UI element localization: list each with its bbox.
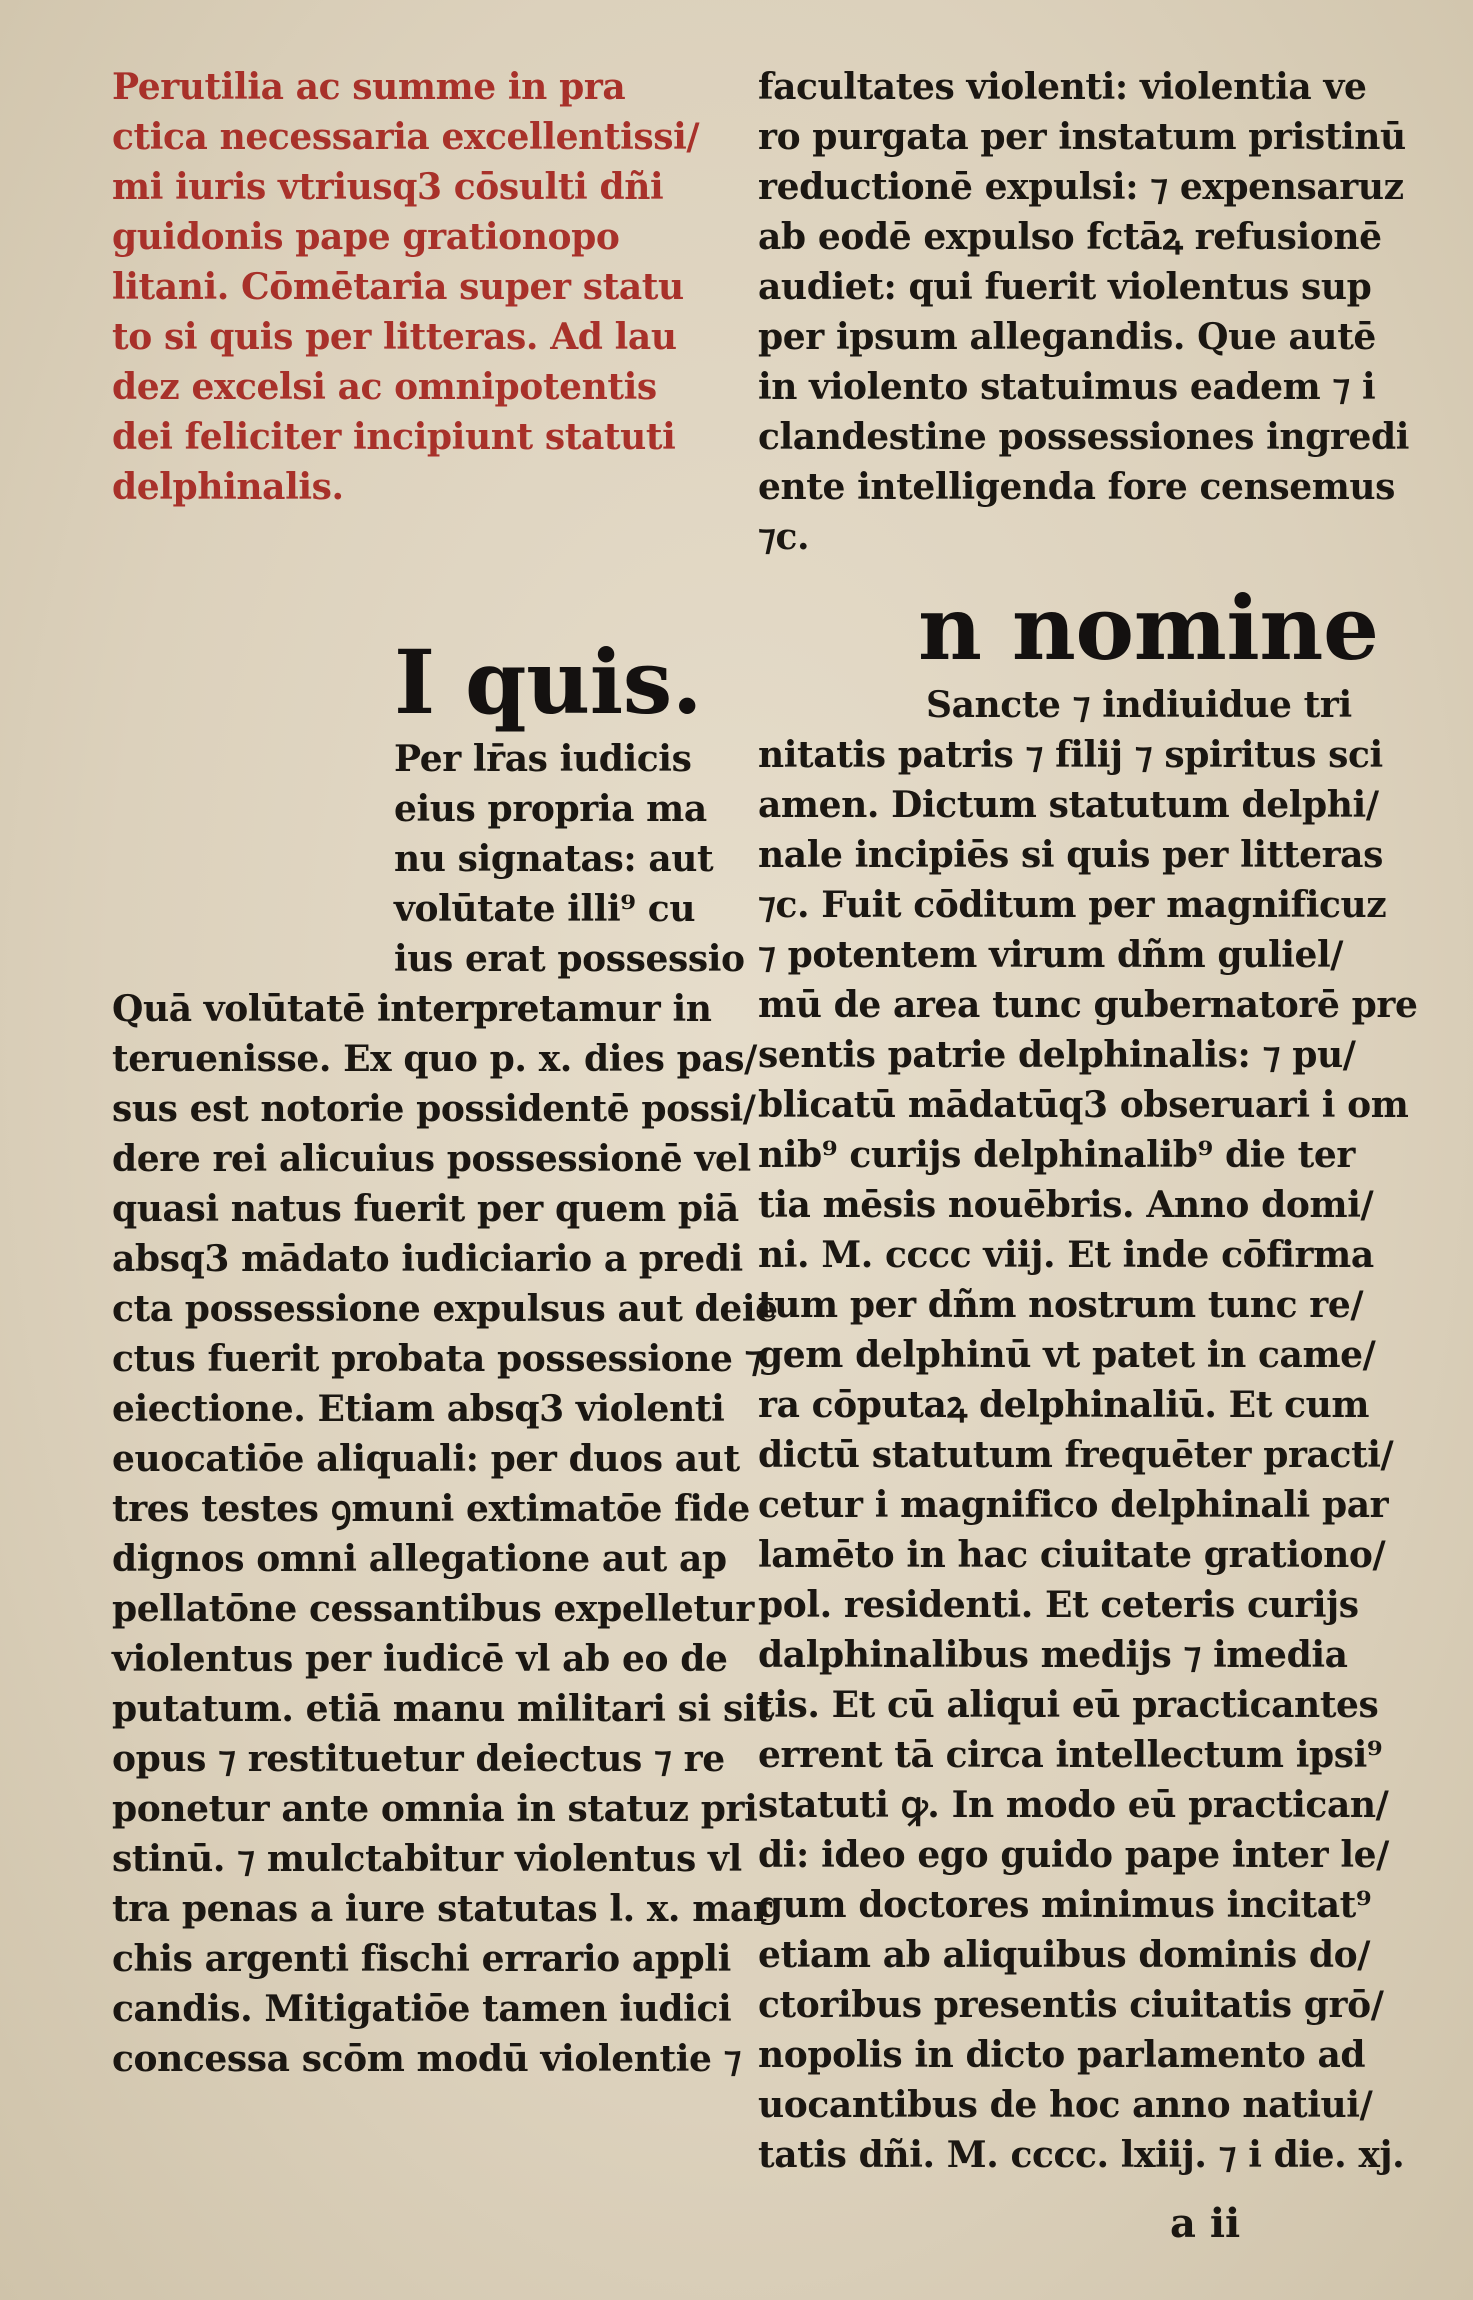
rubric-line: dei feliciter incipiunt statuti — [112, 416, 676, 458]
text-line: pellatōne cessantibus expelletur — [112, 1588, 754, 1630]
text-line: euocatiōe aliquali: per duos aut — [112, 1438, 740, 1480]
text-line: uocantibus de hoc anno natiui/ — [758, 2084, 1373, 2126]
text-line: opus ⁊ restituetur deiectus ⁊ re — [112, 1738, 725, 1780]
text-line: in violento statuimus eadem ⁊ i — [758, 366, 1376, 408]
text-line: tum per dñm nostrum tunc re/ — [758, 1284, 1364, 1326]
text-line: ctoribus presentis ciuitatis grō/ — [758, 1984, 1384, 2026]
text-line: ra cōputaꝝ delphinaliū. Et cum — [758, 1384, 1370, 1426]
text-line: candis. Mitigatiōe tamen iudici — [112, 1988, 732, 2030]
text-line: tis. Et cū aliqui eū practicantes — [758, 1684, 1379, 1726]
text-line: nib⁹ curijs delphinalib⁹ die ter — [758, 1134, 1355, 1176]
rubric-line: Perutilia ac summe in pra — [112, 66, 626, 108]
text-line: statuti ꝙ. In modo eū practican/ — [758, 1784, 1389, 1826]
text-line: nitatis patris ⁊ filij ⁊ spiritus sci — [758, 734, 1383, 776]
text-line: quasi natus fuerit per quem piā — [112, 1188, 739, 1230]
text-line: blicatū mādatūq3 obseruari i om — [758, 1084, 1409, 1126]
left-body-text — [112, 984, 778, 2084]
right-top-text — [758, 62, 1410, 562]
rubric-line: ctica necessaria excellentissi/ — [112, 116, 700, 158]
rubric-line: guidonis pape grationopo — [112, 216, 620, 258]
text-line: clandestine possessiones ingredi — [758, 416, 1410, 458]
rubric-line: to si quis per litteras. Ad lau — [112, 316, 677, 358]
text-line: ponetur ante omnia in statuz pri — [112, 1788, 758, 1830]
text-line: pol. residenti. Et ceteris curijs — [758, 1584, 1359, 1626]
text-line: reductionē expulsi: ⁊ expensaruz — [758, 166, 1404, 208]
text-line: tatis dñi. M. cccc. lxiij. ⁊ i die. xj. — [758, 2134, 1405, 2176]
text-line: per ipsum allegandis. Que autē — [758, 316, 1376, 358]
text-line: amen. Dictum statutum delphi/ — [758, 784, 1379, 826]
text-line: nale incipiēs si quis per litteras — [758, 834, 1383, 876]
text-line: volūtate illi⁹ cu — [394, 888, 696, 930]
text-line: cetur i magnifico delphinali par — [758, 1484, 1389, 1526]
text-line: eiectione. Etiam absq3 violenti — [112, 1388, 725, 1430]
rubric-block — [112, 62, 712, 512]
text-line: Quā volūtatē interpretamur in — [112, 988, 712, 1030]
text-line: dalphinalibus medijs ⁊ imedia — [758, 1634, 1348, 1676]
text-line: nu signatas: aut — [394, 838, 714, 880]
rubric-line: delphinalis. — [112, 466, 344, 508]
text-line: ⁊c. Fuit cōditum per magnificuz — [758, 884, 1387, 926]
text-line: stinū. ⁊ mulctabitur violentus vl — [112, 1838, 742, 1880]
signature-mark: a ii — [1170, 2200, 1241, 2247]
text-line: sus est notorie possidentē possi/ — [112, 1088, 756, 1130]
text-line: nopolis in dicto parlamento ad — [758, 2034, 1366, 2076]
rubric-line: litani. Cōmētaria super statu — [112, 266, 684, 308]
text-line: eius propria ma — [394, 788, 707, 830]
text-line: ro purgata per instatum pristinū — [758, 116, 1406, 158]
text-line: mū de area tunc gubernatorē pre — [758, 984, 1418, 1026]
text-line: absq3 mādato iudiciario a predi — [112, 1238, 743, 1280]
rubric-line: dez excelsi ac omnipotentis — [112, 366, 657, 408]
text-line: ni. M. cccc viij. Et inde cōfirma — [758, 1234, 1374, 1276]
text-line: ab eodē expulso fctāꝝ refusionē — [758, 216, 1382, 258]
text-line: ctus fuerit probata possessione ⁊ — [112, 1338, 763, 1380]
text-line: lamēto in hac ciuitate grationo/ — [758, 1534, 1386, 1576]
text-line: etiam ab aliquibus dominis do/ — [758, 1934, 1370, 1976]
indented-text-block — [112, 734, 745, 984]
right-body-text — [758, 680, 1418, 2180]
text-line: cta possessione expulsus aut deie — [112, 1288, 778, 1330]
text-line: putatum. etiā manu militari si sit — [112, 1688, 773, 1730]
text-line: ⁊ potentem virum dñm guliel/ — [758, 934, 1344, 976]
text-line: violentus per iudicē vl ab eo de — [112, 1638, 728, 1680]
initial-heading-si-quis: I quis. — [394, 630, 703, 734]
text-line: di: ideo ego guido pape inter le/ — [758, 1834, 1389, 1876]
text-line: dignos omni allegatione aut ap — [112, 1538, 727, 1580]
text-line: gem delphinū vt patet in came/ — [758, 1334, 1376, 1376]
text-line: facultates violenti: violentia ve — [758, 66, 1367, 108]
text-line: tia mēsis nouēbris. Anno domi/ — [758, 1184, 1374, 1226]
text-line: ente intelligenda fore censemus — [758, 466, 1396, 508]
text-line: tra penas a iure statutas l. x. mar — [112, 1888, 772, 1930]
rubric-line: mi iuris vtriusq3 cōsulti dñi — [112, 166, 664, 208]
text-line: chis argenti fischi errario appli — [112, 1938, 731, 1980]
text-line: tres testes ꝯmuni extimatōe fide — [112, 1488, 750, 1530]
text-line: dere rei alicuius possessionē vel — [112, 1138, 751, 1180]
text-line: sentis patrie delphinalis: ⁊ pu/ — [758, 1034, 1356, 1076]
text-line: Per lr̄as iudicis — [394, 738, 692, 780]
left-column — [112, 62, 778, 2084]
text-line: concessa scōm modū violentie ⁊ — [112, 2038, 742, 2080]
text-line: gum doctores minimus incitat⁹ — [758, 1884, 1372, 1926]
text-line: ⁊c. — [758, 516, 810, 558]
text-line: audiet: qui fuerit violentus sup — [758, 266, 1372, 308]
right-column — [758, 62, 1418, 2180]
text-line: teruenisse. Ex quo p. x. dies pas/ — [112, 1038, 757, 1080]
text-line: Sancte ⁊ indiuidue tri — [926, 684, 1352, 726]
initial-heading-in-nomine: n nomine — [918, 576, 1379, 680]
text-line: ius erat possessio — [394, 938, 745, 980]
text-line: errent tā circa intellectum ipsi⁹ — [758, 1734, 1383, 1776]
text-line: dictū statutum frequēter practi/ — [758, 1434, 1394, 1476]
